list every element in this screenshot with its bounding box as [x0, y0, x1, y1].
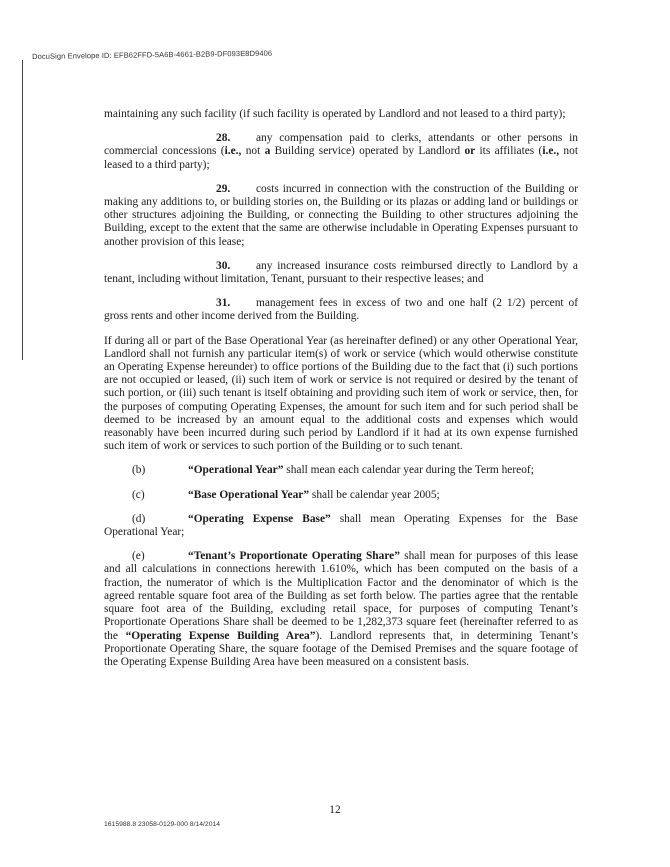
subsection-d-label: (d): [132, 512, 146, 525]
defined-term-operational-year: “Operational Year”: [188, 464, 284, 477]
defined-term-building-area: “Operating Expense Building Area”: [125, 629, 316, 642]
defined-term-tenant-share: “Tenant’s Proportionate Operating Share”: [188, 550, 400, 563]
document-body: [104, 108, 578, 680]
paragraph-31: [104, 297, 578, 323]
paragraph-during: If during all or part of the Base Operational Year (as hereinafter defined) or any other Operational Year, Landlord shall not furnish any particular item(s) of work or service (which would otherwise constitute an Operating Expense hereunder) to office portions of the Building due to the fact that (i) such portions are not occupied or leased, (ii) such item of work or service is not required or desired by the tenant of such portion, or (iii) such tenant is itself obtaining and providing such item of work or service, then, for the purposes of computing Operating Expenses, the amount for such item and for such period shall be deemed to be increased by an amount equal to the additional costs and expenses which would reasonably have been incurred during such period by Landlord if it had at its own expense furnished such item of work or services to such portion of the Building or to such tenant.: [104, 334, 578, 453]
p28-text-a: any compensation paid to clerks, attendants or other persons in commercial concessions (: [104, 132, 578, 158]
footer-doc-reference: 1615988.8 23058-0129-000 8/14/2014: [104, 821, 221, 828]
subsection-b-text: shall mean each calendar year during the Term hereof;: [283, 464, 534, 477]
subsection-e: [104, 550, 578, 669]
subsection-e-text-1: shall mean for purposes of this lease and all calculations in connections herewith 1.610%, which has been computed on the basis of a fraction, the numerator of which is the Multiplication Factor and the denominator of which is the agreed rentable square foot area of the Building as set forth below. The parties agree that the rentable square foot area of the Building, excluding retail space, for purposes of computing Tenant’s Proportionate Operations Share shall be deemed to be 1,282,373 square feet (hereinafter referred to as the: [104, 550, 578, 642]
subsection-b: [104, 464, 578, 477]
docusign-envelope-id: DocuSign Envelope ID: EFB62FFD-5A6B-4661-B2B9-DF093E8D9406: [32, 48, 273, 61]
subsection-e-label: (e): [132, 550, 145, 563]
p28-ie-1: i.e.,: [224, 145, 242, 158]
paragraph-30: [104, 260, 578, 286]
subsection-d: [104, 513, 578, 539]
item-number-28: 28.: [216, 132, 231, 145]
item-number-30: 30.: [216, 259, 231, 272]
paragraph-intro: maintaining any such facility (if such facility is operated by Landlord and not leased to a third party);: [104, 108, 566, 120]
subsection-c-label: (c): [132, 488, 145, 501]
subsection-b-label: (b): [132, 464, 146, 477]
subsection-d-text: shall mean Operating Expenses for the Base Operational Year;: [104, 512, 578, 539]
subsection-c-text: shall be calendar year 2005;: [309, 488, 440, 501]
p31-text: management fees in excess of two and one half (2 1/2) percent of gross rents and other income derived from the Building.: [104, 297, 578, 323]
p28-ie-2: i.e.,: [542, 145, 560, 158]
p28-or-word: or: [464, 145, 476, 158]
page-number: 12: [329, 804, 341, 816]
paragraph-29: [104, 183, 578, 249]
defined-term-base-operational-year: “Base Operational Year”: [188, 488, 310, 501]
p28-text-c: Building service) operated by Landlord: [270, 145, 465, 158]
p28-a-word: a: [264, 145, 271, 158]
subsection-c: [104, 489, 578, 502]
p28-text-e: not leased to a third party);: [104, 145, 578, 171]
p28-text-d: its affiliates (: [475, 145, 543, 158]
subsection-e-text-2: ). Landlord represents that, in determining Tenant’s Proportionate Operating Share, the square footage of the Demised Premises and the square footage of the Operating Expense Building Area have been measured on a consistent basis.: [104, 629, 579, 668]
p30-text: any increased insurance costs reimbursed directly to Landlord by a tenant, including without limitation, Tenant, pursuant to their respective leases; and: [104, 259, 578, 286]
paragraph-28: [104, 132, 578, 172]
item-number-29: 29.: [216, 182, 231, 195]
defined-term-operating-expense-base: “Operating Expense Base”: [188, 512, 331, 525]
item-number-31: 31.: [216, 297, 231, 310]
p29-text: costs incurred in connection with the construction of the Building or making any additions to, or building stories on, the Building or its plazas or adding land or buildings or other structures adjoining the Building, or connecting the Building to other structures adjoining the Building, except to the extent that the same are otherwise includable in Operating Expenses pursuant to another provision of this lease;: [104, 182, 578, 248]
margin-rule: [22, 60, 23, 360]
p28-text-b: not: [241, 145, 265, 158]
